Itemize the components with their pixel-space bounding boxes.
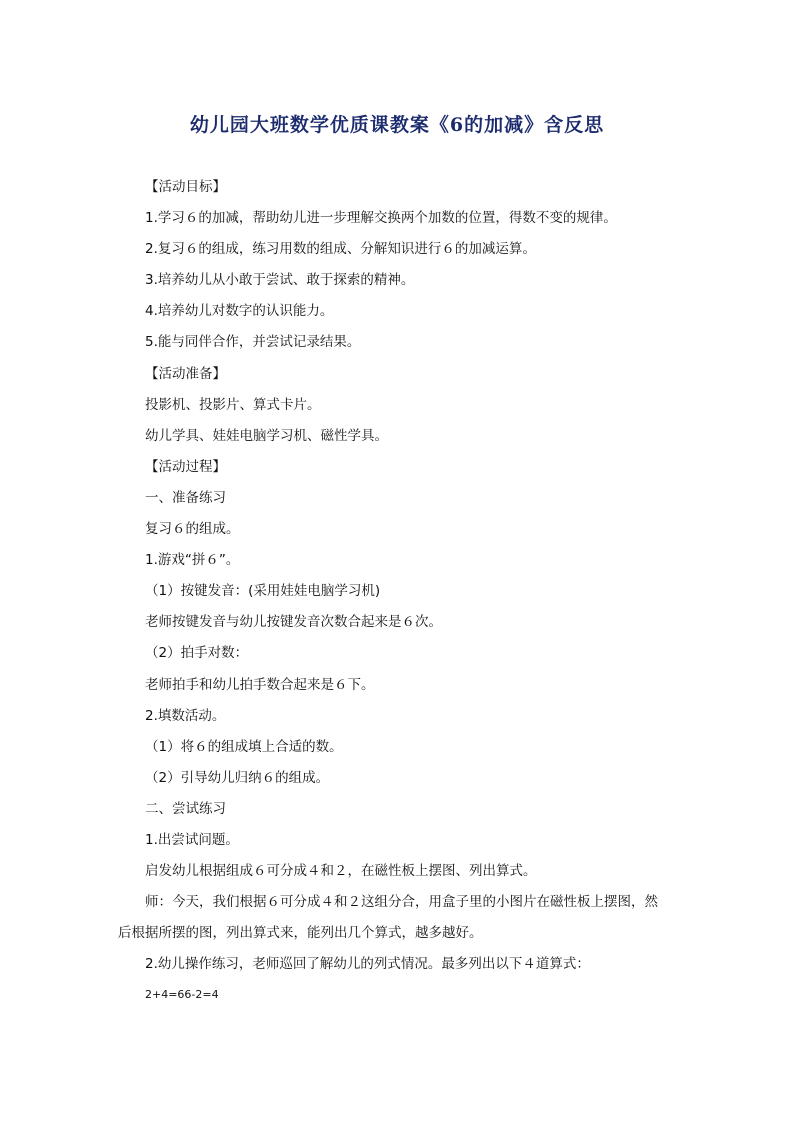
process-paragraph: （1）将６的组成填上合适的数。	[145, 738, 343, 755]
process-step-heading-1: 一、准备练习	[145, 489, 226, 506]
section-heading-preparation: 【活动准备】	[145, 365, 226, 382]
formula-line: 2+4=66-2=4	[145, 988, 219, 1002]
section-heading-goals: 【活动目标】	[145, 179, 226, 195]
process-paragraph: 1.出尝试问题。	[145, 831, 239, 848]
preparation-item-2: 幼儿学具、娃娃电脑学习机、磁性学具。	[145, 427, 388, 444]
process-paragraph-continuation: 后根据所摆的图，列出算式来，能列出几个算式，越多越好。	[118, 925, 483, 942]
goal-item-3: 3.培养幼儿从小敢于尝试、敢于探索的精神。	[145, 272, 415, 289]
process-paragraph: 2.填数活动。	[145, 707, 226, 724]
process-paragraph: 2.幼儿操作练习，老师巡回了解幼儿的列式情况。最多列出以下４道算式：	[145, 956, 590, 973]
document-title: 幼儿园大班数学优质课教案《6的加减》含反思	[189, 114, 605, 136]
process-paragraph: 复习６的组成。	[145, 521, 240, 538]
goal-item-5: 5.能与同伴合作，并尝试记录结果。	[145, 334, 361, 351]
goal-item-4: 4.培养幼儿对数字的认识能力。	[145, 303, 334, 320]
goal-item-1: 1.学习６的加减，帮助幼儿进一步理解交换两个加数的位置，得数不变的规律。	[145, 210, 617, 227]
process-paragraph: （2）拍手对数：	[145, 645, 249, 662]
preparation-item-1: 投影机、投影片、算式卡片。	[145, 396, 321, 413]
process-paragraph: （2）引导幼儿归纳６的组成。	[145, 769, 330, 786]
process-paragraph: （1）按键发音：(采用娃娃电脑学习机)	[145, 583, 381, 600]
process-step-heading-2: 二、尝试练习	[145, 800, 226, 817]
process-paragraph: 启发幼儿根据组成６可分成４和２，在磁性板上摆图、列出算式。	[145, 863, 537, 880]
section-heading-process: 【活动过程】	[145, 458, 226, 475]
process-paragraph: 1.游戏“拼６”。	[145, 552, 240, 569]
document-body	[118, 177, 685, 1017]
process-paragraph: 老师按键发音与幼儿按键发音次数合起来是６次。	[145, 614, 442, 631]
goal-item-2: 2.复习６的组成，练习用数的组成、分解知识进行６的加减运算。	[145, 241, 536, 258]
process-paragraph: 老师拍手和幼儿拍手数合起来是６下。	[145, 676, 375, 693]
process-paragraph: 师：今天，我们根据６可分成４和２这组分合，用盒子里的小图片在磁性板上摆图，然	[145, 894, 658, 911]
